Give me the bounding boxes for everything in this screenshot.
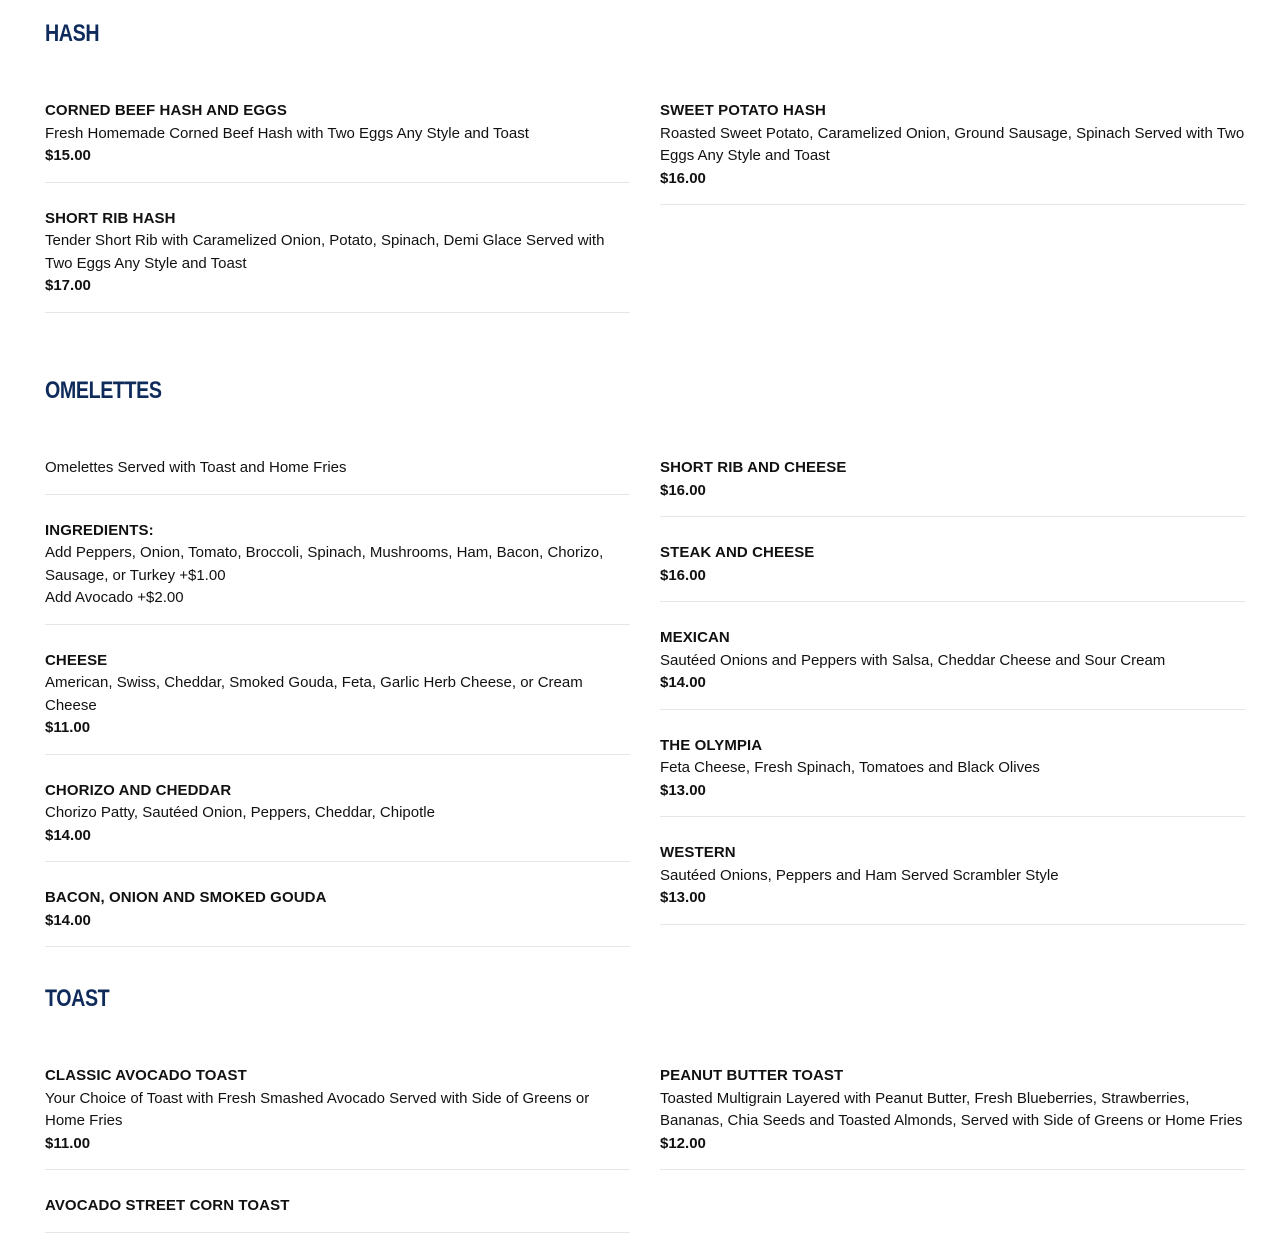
item-price: $11.00 <box>45 1134 91 1152</box>
item-price: $14.00 <box>45 826 91 844</box>
item-name: CORNED BEEF HASH AND EGGS <box>45 102 287 119</box>
menu-item <box>660 735 1245 818</box>
menu-item <box>660 100 1245 205</box>
item-price: $16.00 <box>660 481 706 499</box>
item-name: SHORT RIB HASH <box>45 209 176 227</box>
item-price: $16.00 <box>660 169 706 187</box>
section-title-toast: TOAST <box>45 985 110 1012</box>
item-price: $13.00 <box>660 889 706 906</box>
menu-item <box>660 457 1245 517</box>
item-name: STEAK AND CHEESE <box>660 544 815 561</box>
item-name: MEXICAN <box>660 629 730 646</box>
item-name: CHORIZO AND CHEDDAR <box>45 781 232 799</box>
item-price: $17.00 <box>45 277 91 294</box>
item-description: Fresh Homemade Corned Beef Hash with Two Eggs Any Style and Toast <box>45 124 529 142</box>
item-name: CHEESE <box>45 651 108 669</box>
hash-right-column <box>660 100 1245 230</box>
item-price: $13.00 <box>660 781 706 799</box>
item-description: American, Swiss, Cheddar, Smoked Gouda, Feta, Garlic Herb Cheese, or Cream Cheese <box>45 674 583 714</box>
menu-item <box>45 650 630 755</box>
item-description: Chorizo Patty, Sautéed Onion, Peppers, Cheddar, Chipotle <box>45 804 435 821</box>
omelettes-left-column <box>45 457 630 972</box>
item-price: $14.00 <box>660 674 706 691</box>
item-name: INGREDIENTS: <box>45 521 154 539</box>
menu-item <box>660 627 1245 710</box>
item-price: $11.00 <box>45 719 91 736</box>
item-description: Tender Short Rib with Caramelized Onion, Potato, Spinach, Demi Glace Served with Two Eggs Any Style and Toast <box>45 232 605 272</box>
item-description: Your Choice of Toast with Fresh Smashed Avocado Served with Side of Greens or Home Fries <box>45 1089 590 1129</box>
item-name: PEANUT BUTTER TOAST <box>660 1067 844 1084</box>
menu-item <box>660 842 1245 925</box>
menu-note <box>45 457 630 495</box>
item-description: Add Avocado +$2.00 <box>45 589 184 606</box>
item-price: $15.00 <box>45 147 91 164</box>
item-description: Toasted Multigrain Layered with Peanut Butter, Fresh Blueberries, Strawberries, Bananas, Chia Seeds and Toasted Almonds, Served with Side of Greens or Home Fries <box>660 1089 1243 1129</box>
item-description: Omelettes Served with Toast and Home Fries <box>45 459 347 476</box>
item-name: AVOCADO STREET CORN TOAST <box>45 1197 290 1214</box>
item-name: WESTERN <box>660 844 736 861</box>
item-name: THE OLYMPIA <box>660 736 763 754</box>
item-description: Sautéed Onions and Peppers with Salsa, Cheddar Cheese and Sour Cream <box>660 651 1166 669</box>
item-price: $14.00 <box>45 911 91 929</box>
toast-right-column <box>660 1065 1245 1195</box>
hash-left-column <box>45 100 630 338</box>
menu-item <box>45 1195 630 1233</box>
item-description: Roasted Sweet Potato, Caramelized Onion, Ground Sausage, Spinach Served with Two Eggs Any Style and Toast <box>660 124 1245 164</box>
toast-left-column <box>45 1065 630 1258</box>
item-description: Feta Cheese, Fresh Spinach, Tomatoes and Black Olives <box>660 759 1040 776</box>
item-name: SHORT RIB AND CHEESE <box>660 459 847 476</box>
section-title-hash: HASH <box>45 20 100 47</box>
item-name: BACON, ONION AND SMOKED GOUDA <box>45 889 327 906</box>
menu-item <box>45 780 630 863</box>
menu-item <box>660 542 1245 602</box>
item-description: Add Peppers, Onion, Tomato, Broccoli, Spinach, Mushrooms, Ham, Bacon, Chorizo, Sausage, or Turkey +$1.00 <box>45 544 604 584</box>
menu-item <box>45 100 630 183</box>
section-title-omelettes: OMELETTES <box>45 377 162 404</box>
omelettes-right-column <box>660 457 1245 950</box>
menu-item <box>45 1065 630 1170</box>
menu-item <box>660 1065 1245 1170</box>
menu-item <box>45 887 630 947</box>
item-description: Sautéed Onions, Peppers and Ham Served Scrambler Style <box>660 866 1059 884</box>
menu-ingredients <box>45 520 630 625</box>
item-name: SWEET POTATO HASH <box>660 102 826 119</box>
item-price: $12.00 <box>660 1134 706 1152</box>
menu-item <box>45 208 630 313</box>
item-name: CLASSIC AVOCADO TOAST <box>45 1067 247 1084</box>
item-price: $16.00 <box>660 566 706 584</box>
